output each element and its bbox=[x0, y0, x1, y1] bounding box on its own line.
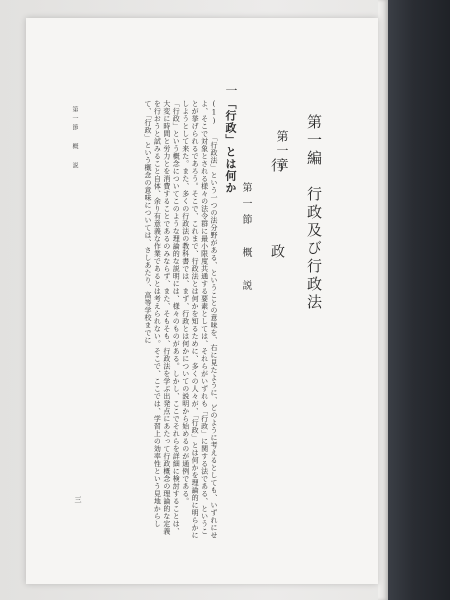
body-text bbox=[86, 100, 218, 540]
running-head: 第一節 概 説 bbox=[71, 106, 78, 171]
part-title: 第一編 行政及び行政法 bbox=[305, 114, 323, 312]
book-cover-spine bbox=[388, 0, 450, 600]
heading-text: 「行政」とは何か bbox=[224, 98, 237, 194]
section-title: 第一節 概 説 bbox=[240, 182, 251, 296]
paragraph-2: 「行政」という概念についてこのような理論的な説明には、様々のものがある。しかし、ここでそれらを詳細に検討することは、大変に時間と労力とを消費することであるのみならず、また、そもそも、行政法を学ぶ出発点にあたって行政概念の理論的な定義を行おうと試みること自体、余り有意義な作業であるとは考えられない。そこで、ここでは、学習上の効率性という見地からして、「行政」という概念の意味については、さしあたり、高等学校までに bbox=[143, 100, 181, 535]
page-number: 三 bbox=[74, 496, 82, 503]
page-edges bbox=[378, 0, 388, 600]
heading-number: 一 bbox=[224, 84, 238, 96]
chapter-title: 第一章 bbox=[275, 130, 289, 172]
paragraph-1: (1) 「行政法」という一つの法分野がある、ということの意味を、右に見たように、どのように考えるとしても、いずれにせよ、そこで対象とされる様々の法令群に最小限度共通する要素としては、それらがいずれも「行政」に関する法である、ということが挙げられるであろう。そこで、これまで、行政法とは何かを知るために、多くの人々が、「行政」とは何かを理論的に明らかにしようとして来た。また、多くの行政法の教科書では、まず、行政とは何かについての説明から始めるのが通例である。 bbox=[181, 100, 218, 539]
chapter-name: 行 政 bbox=[269, 158, 285, 286]
book-page bbox=[26, 18, 378, 584]
